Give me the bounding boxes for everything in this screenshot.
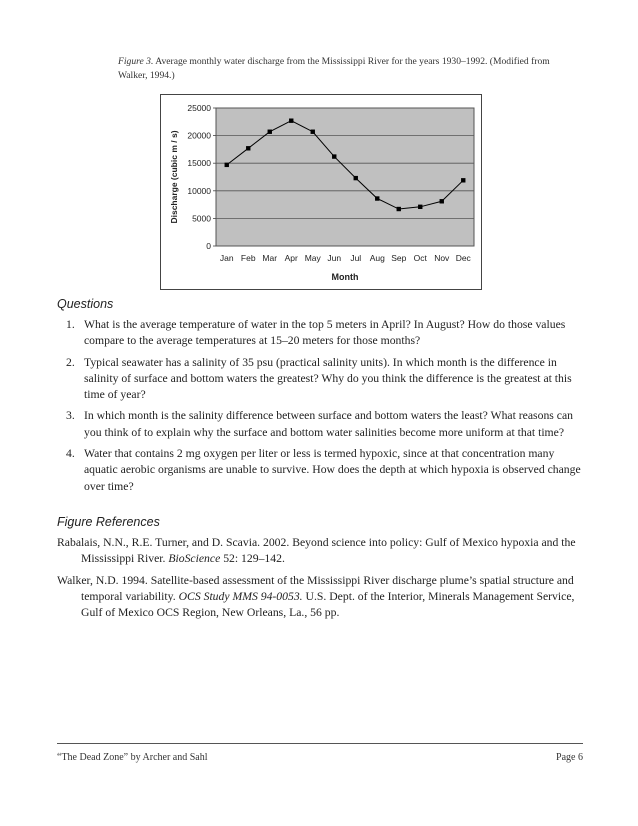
journal-name: BioScience [168, 552, 221, 566]
question-text: What is the average temperature of water in the top 5 meters in April? In August? How do those values compare to the average temperatures at 15–20 meters for those months? [84, 318, 566, 348]
reference-text: 52: 129–142. [220, 552, 285, 566]
reference-text: U.S. Dept. of the Interior, Minerals Management Service, Gulf of Mexico OCS Region, New Orleans, La., 56 pp. [81, 589, 575, 620]
x-tick-label: Dec [455, 253, 471, 263]
question-text: Water that contains 2 mg oxygen per liter or less is termed hypoxic, since at that concentration many aquatic aerobic organisms are unable to survive. How does the depth at which hypoxia is observed change over time? [84, 447, 581, 493]
footer-credit: “The Dead Zone” by Archer and Sahl [57, 752, 208, 763]
x-tick-label: Aug [369, 253, 385, 263]
y-tick-label: 15000 [187, 158, 211, 169]
footer-rule [57, 743, 583, 744]
data-point [225, 163, 229, 167]
y-tick-label: 25000 [187, 103, 211, 113]
questions-heading: Questions [57, 297, 114, 311]
data-point [440, 199, 444, 203]
references-list [57, 535, 582, 626]
question-number: 4. [66, 447, 75, 461]
data-point [289, 118, 293, 122]
page-number: Page 6 [556, 752, 583, 763]
question-text: In which month is the salinity difference between surface and bottom waters the least? What reasons can you think of to explain why the surface and bottom water salinities become more uniform at that time? [84, 409, 573, 439]
x-tick-label: Mar [262, 253, 278, 263]
y-tick-label: 0 [206, 241, 211, 251]
questions-list [66, 317, 586, 500]
question-item [66, 446, 586, 495]
data-point [397, 207, 401, 211]
data-point [461, 178, 465, 182]
x-tick-label: Jul [350, 253, 362, 263]
x-tick-label: Feb [240, 253, 256, 263]
x-tick-label: Jun [327, 253, 342, 263]
y-axis-label: Discharge (cubic m / s) [169, 130, 179, 224]
question-number: 3. [66, 409, 75, 423]
question-number: 2. [66, 355, 75, 369]
data-point [246, 146, 250, 150]
x-tick-label: Sep [391, 253, 407, 263]
x-tick-label: Nov [434, 253, 450, 263]
figure-references-heading: Figure References [57, 515, 160, 529]
data-point [268, 130, 272, 134]
question-item [66, 317, 586, 350]
question-item [66, 408, 586, 441]
question-text: Typical seawater has a salinity of 35 psu (practical salinity units). In which month is the difference in salinity of surface and bottom waters the greatest? Why do you think the difference is the greatest at this time of year? [84, 355, 572, 402]
data-point [354, 176, 358, 180]
x-tick-label: Jan [219, 253, 234, 263]
x-tick-label: Oct [413, 253, 427, 263]
discharge-line-chart [160, 94, 482, 290]
question-item [66, 355, 586, 404]
x-axis-label: Month [331, 272, 359, 282]
data-point [311, 130, 315, 134]
reference-text: Rabalais, N.N., R.E. Turner, and D. Scavia. 2002. Beyond science into policy: Gulf of Mexico hypoxia and the Mississippi River. [57, 536, 576, 566]
figure-caption [118, 55, 558, 83]
x-tick-label: Apr [284, 253, 298, 263]
reference-text: Walker, N.D. 1994. Satellite-based assessment of the Mississippi River discharge plume’s spatial structure and temporal variability. [57, 573, 574, 603]
report-series: OCS Study MMS 94-0053. [178, 589, 303, 603]
figure-label: Figure 3. [118, 56, 154, 67]
y-tick-label: 20000 [187, 130, 211, 141]
data-point [332, 154, 336, 158]
reference-item [57, 573, 582, 622]
data-point [375, 196, 379, 200]
y-tick-label: 10000 [187, 185, 211, 196]
question-number: 1. [66, 318, 75, 331]
caption-text: Average monthly water discharge from the Mississippi River for the years 1930–1992. (Modified from Walker, 1994.) [118, 56, 550, 81]
y-tick-label: 5000 [192, 213, 211, 224]
x-tick-label: May [304, 253, 321, 263]
plot-area [216, 108, 474, 246]
reference-item [57, 535, 582, 568]
data-point [418, 205, 422, 209]
